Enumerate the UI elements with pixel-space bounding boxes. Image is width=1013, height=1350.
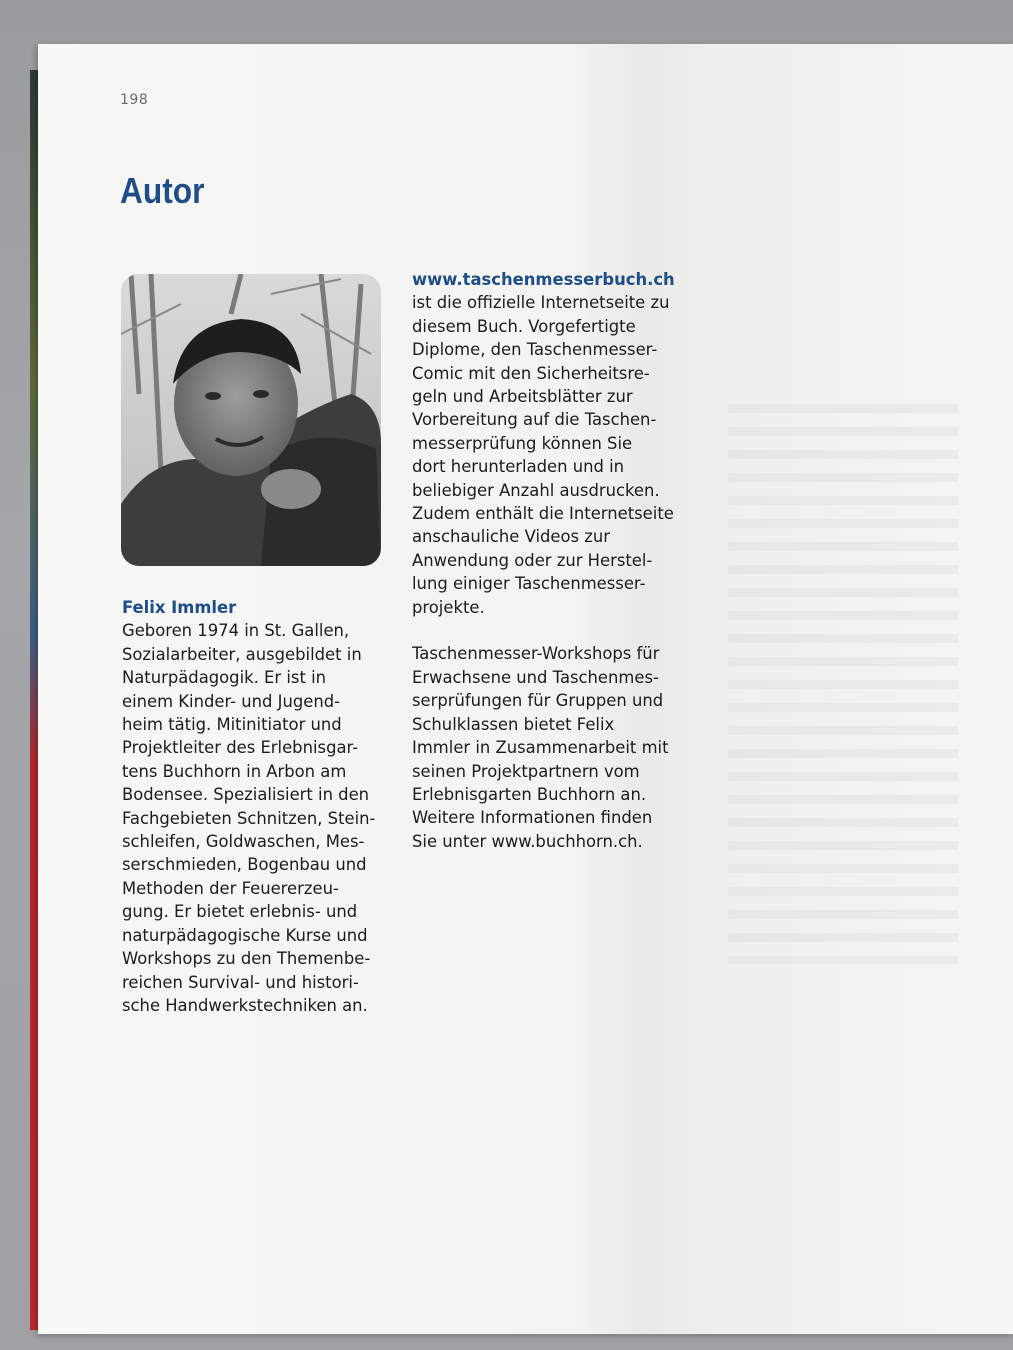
bio-line: heim tätig. Mitinitiator und <box>122 715 342 735</box>
bio-line: gung. Er bietet erlebnis- und <box>122 902 358 922</box>
website-line: dort herunterladen und in <box>412 457 625 477</box>
book-page <box>38 44 1013 1334</box>
show-through-text <box>728 404 958 964</box>
author-portrait-icon <box>121 274 381 566</box>
workshop-line: Erwachsene und Taschenmes- <box>412 667 659 687</box>
bio-line: naturpädagogische Kurse und <box>122 925 368 945</box>
bio-line: Fachgebieten Schnitzen, Stein- <box>122 808 376 828</box>
bio-line: Methoden der Feuererzeu- <box>122 878 339 898</box>
workshop-line: seinen Projektpartnern vom <box>412 761 640 781</box>
website-column <box>412 268 712 853</box>
website-line: Vorbereitung auf die Taschen- <box>412 410 657 430</box>
bio-line: tens Buchhorn in Arbon am <box>122 761 347 781</box>
bio-line: Geboren 1974 in St. Gallen, <box>122 621 350 641</box>
website-line: messerprüfung können Sie <box>412 433 633 453</box>
website-line: beliebiger Anzahl ausdrucken. <box>412 480 660 500</box>
bio-line: Sozialarbeiter, ausgebildet in <box>122 644 362 664</box>
website-line: ist die offizielle Internetseite zu <box>412 293 670 313</box>
bio-line: einem Kinder- und Jugend- <box>122 691 341 711</box>
workshop-line: Schulklassen bietet Felix <box>412 714 615 734</box>
website-line: geln und Arbeitsblätter zur <box>412 387 633 407</box>
bio-line: Bodensee. Spezialisiert in den <box>122 785 370 805</box>
website-line: Diplome, den Taschenmesser- <box>412 340 658 360</box>
author-bio-column <box>122 596 402 1017</box>
author-photo <box>121 274 381 566</box>
workshop-line: serprüfungen für Gruppen und <box>412 691 664 711</box>
workshop-line: Sie unter www.buchhorn.ch. <box>412 831 643 851</box>
bio-line: Projektleiter des Erlebnisgar- <box>122 738 359 758</box>
workshop-line: Erlebnisgarten Buchhorn an. <box>412 784 647 804</box>
paragraph-gap <box>412 619 712 642</box>
website-line: projekte. <box>412 597 485 617</box>
bio-line: schleifen, Goldwaschen, Mes- <box>122 832 365 852</box>
workshop-line: Immler in Zusammenarbeit mit <box>412 738 669 758</box>
workshop-line: Taschenmesser-Workshops für <box>412 644 660 664</box>
bio-line: Workshops zu den Themenbe- <box>122 949 371 969</box>
website-line: lung einiger Taschenmesser- <box>412 574 646 594</box>
website-link[interactable]: www.taschenmesserbuch.ch <box>412 270 675 289</box>
bio-line: sche Handwerkstechniken an. <box>122 995 368 1015</box>
bio-line: serschmieden, Bogenbau und <box>122 855 367 875</box>
website-line: anschauliche Videos zur <box>412 527 611 547</box>
website-line: Anwendung oder zur Herstel- <box>412 550 653 570</box>
website-line: Zudem enthält die Internetseite <box>412 504 674 524</box>
bio-line: reichen Survival- und histori- <box>122 972 359 992</box>
page-number: 198 <box>120 92 149 108</box>
website-line: Comic mit den Sicherheitsre- <box>412 363 650 383</box>
bio-line: Naturpädagogik. Er ist in <box>122 668 327 688</box>
website-line: diesem Buch. Vorgefertigte <box>412 316 636 336</box>
workshop-line: Weitere Informationen finden <box>412 808 653 828</box>
author-name: Felix Immler <box>122 598 237 617</box>
page-title: Autor <box>120 170 205 211</box>
